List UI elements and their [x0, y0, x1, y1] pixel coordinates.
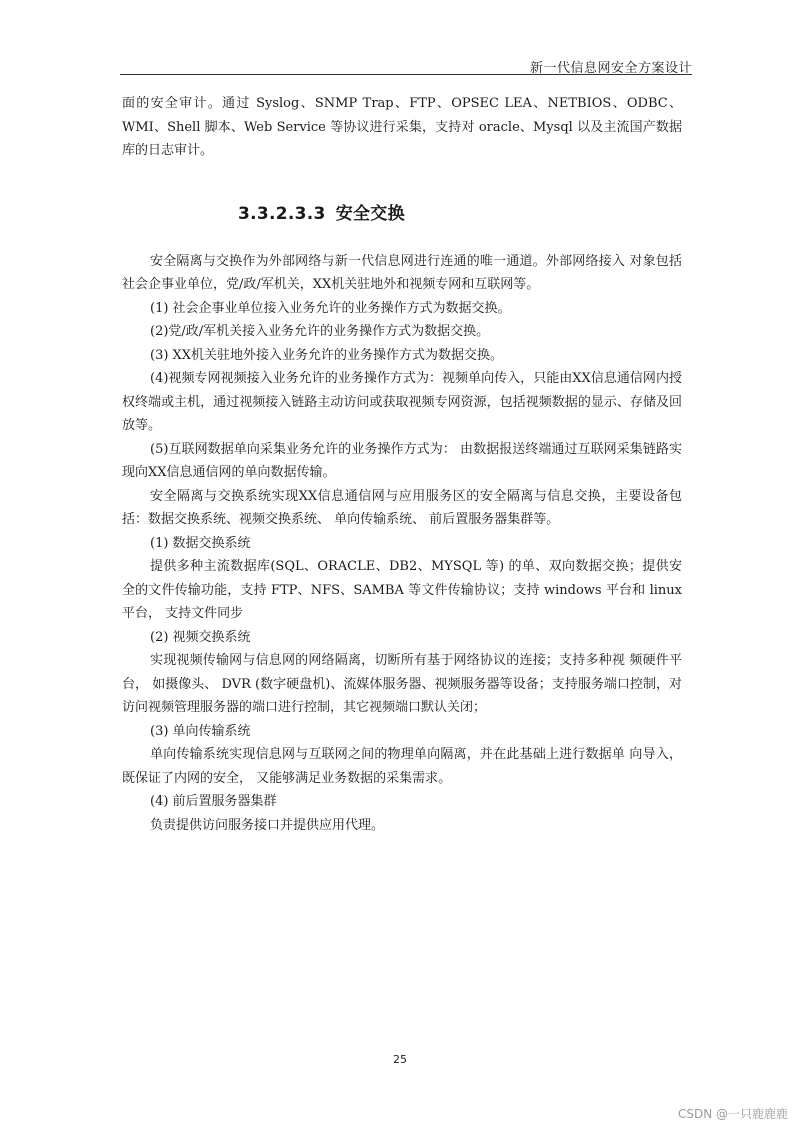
running-header: 新一代信息网安全方案设计 [529, 61, 692, 76]
body-paragraph: 单向传输系统实现信息网与互联网之间的物理单向隔离，并在此基础上进行数据单 向导入，既保证了内网的安全， 又能够满足业务数据的采集需求。 [122, 747, 682, 786]
page-body [122, 92, 682, 837]
section-content [122, 250, 682, 838]
list-item: (1) 社会企事业单位接入业务允许的业务操作方式为数据交换。 [150, 300, 511, 316]
body-paragraph: (5)互联网数据单向采集业务允许的业务操作方式为： 由数据报送终端通过互联网采集链路实现向XX信息通信网的单向数据传输。 [122, 441, 682, 480]
body-paragraph: 安全隔离与交换作为外部网络与新一代信息网进行连通的唯一通道。外部网络接入 对象包括社会企事业单位，党/政/军机关，XX机关驻地外和视频专网和互联网等。 [122, 253, 682, 292]
body-paragraph: 安全隔离与交换系统实现XX信息通信网与应用服务区的安全隔离与信息交换，主要设备包括：数据交换系统、视频交换系统、 单向传输系统、 前后置服务器集群等。 [122, 488, 682, 527]
body-paragraph: (4)视频专网视频接入业务允许的业务操作方式为：视频单向传入，只能由XX信息通信网内授权终端或主机，通过视频接入链路主动访问或获取视频专网资源，包括视频数据的显示、存储及回放等。 [122, 371, 682, 433]
body-paragraph: 提供多种主流数据库(SQL、ORACLE、DB2、MYSQL 等) 的单、双向数据交换；提供安全的文件传输功能，支持 FTP、NFS、SAMBA 等文件传输协议；支持 windows 平台和 linux 平台， 支持文件同步 [122, 559, 682, 621]
list-item: (1) 数据交换系统 [150, 535, 251, 551]
watermark: CSDN @一只鹿鹿鹿 [677, 1107, 788, 1121]
list-item: (2)党/政/军机关接入业务允许的业务操作方式为数据交换。 [150, 324, 490, 339]
list-item: (4) 前后置服务器集群 [150, 794, 277, 809]
page-number: 25 [393, 1053, 407, 1066]
intro-paragraph: 面的安全审计。通过 Syslog、SNMP Trap、FTP、OPSEC LEA、NETBIOS、ODBC、WMI、Shell 脚本、Web Service 等协议进行采集，支持对 oracle、Mysql 以及主流国产数据库的日志审计。 [122, 96, 682, 158]
section-title: 安全交换 [335, 203, 405, 224]
list-item: (3) XX机关驻地外接入业务允许的业务操作方式为数据交换。 [150, 347, 504, 363]
section-number: 3.3.2.3.3 [238, 203, 326, 224]
body-paragraph: 实现视频传输网与信息网的网络隔离，切断所有基于网络协议的连接；支持多种视 频硬件平台， 如摄像头、 DVR (数字硬盘机)、流媒体服务器、视频服务器等设备；支持服务端口控制，对访问视频管理服务器的端口进行控制，其它视频端口默认关闭； [122, 653, 682, 715]
list-item: (2) 视频交换系统 [150, 629, 251, 645]
body-paragraph: 负责提供访问服务接口并提供应用代理。 [150, 817, 385, 833]
header-divider [120, 74, 692, 75]
list-item: (3) 单向传输系统 [150, 723, 251, 739]
section-heading [238, 199, 682, 224]
